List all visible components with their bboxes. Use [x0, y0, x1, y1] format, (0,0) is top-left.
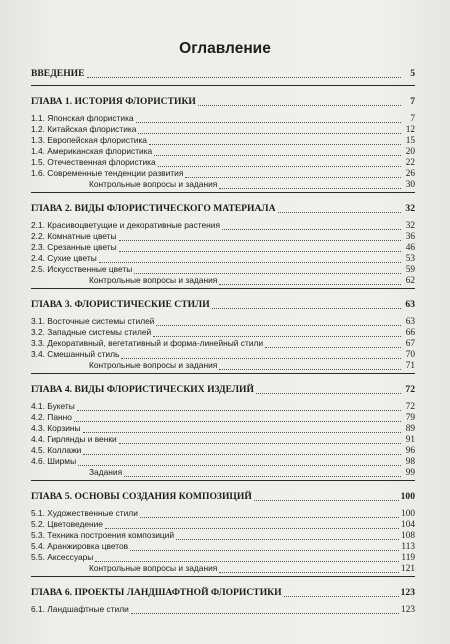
toc-section-page: 15 — [405, 136, 415, 146]
toc-chapter-row — [31, 96, 415, 107]
toc-chapter-title: ГЛАВА 3. ФЛОРИСТИЧЕСКИЕ СТИЛИ — [31, 299, 210, 310]
toc-section-page: 63 — [405, 317, 415, 327]
toc-chapter-row — [31, 299, 415, 310]
toc-chapter-title: ГЛАВА 2. ВИДЫ ФЛОРИСТИЧЕСКОГО МАТЕРИАЛА — [31, 203, 276, 214]
toc-section-page: 30 — [405, 180, 415, 190]
toc-section-row — [31, 349, 415, 360]
toc-section-title: 2.2. Комнатные цветы — [31, 231, 117, 241]
leader-dots — [74, 414, 401, 422]
toc-questions-row — [31, 275, 415, 286]
toc-section-row — [31, 264, 415, 275]
toc-section-title: 2.4. Сухие цветы — [31, 253, 97, 263]
leader-dots — [284, 589, 399, 597]
toc-section-title: 2.3. Срезанные цветы — [31, 242, 117, 252]
leader-dots — [219, 181, 401, 189]
toc-section-title: Контрольные вопросы и задания — [89, 179, 218, 189]
leader-dots — [265, 340, 401, 348]
leader-dots — [219, 565, 399, 573]
toc-section-title: Контрольные вопросы и задания — [89, 275, 218, 285]
toc-section-row — [31, 113, 415, 124]
toc-section-row — [31, 604, 415, 615]
toc-chapter-page: 123 — [400, 587, 415, 598]
toc-section-page: 36 — [405, 232, 415, 242]
toc-section-title: 2.1. Красивоцветущие и декоративные растения — [31, 220, 221, 230]
leader-dots — [198, 98, 401, 106]
toc-section-page: 121 — [401, 564, 415, 574]
toc-section-row — [31, 552, 415, 563]
toc-section-page: 89 — [405, 424, 415, 434]
toc-section-title: 2.5. Искусственные цветы — [31, 264, 133, 274]
toc-section-title: 3.4. Смешанный стиль — [31, 349, 120, 359]
leader-dots — [136, 115, 401, 123]
leader-dots — [78, 458, 401, 466]
toc-section-page: 67 — [405, 339, 415, 349]
section-rule — [31, 192, 415, 193]
toc-section-page: 26 — [405, 169, 415, 179]
section-rule — [31, 576, 415, 577]
leader-dots — [119, 233, 401, 241]
toc-section-title: 3.3. Декоративный, вегетативный и форма-линейный стили — [31, 338, 264, 348]
toc-chapter-page: 100 — [400, 491, 415, 502]
toc-chapter-page: 32 — [405, 203, 415, 214]
toc-section-title: 1.4. Американская флористика — [31, 146, 153, 156]
toc-questions-row — [31, 360, 415, 371]
toc-chapter-row — [31, 203, 415, 214]
leader-dots — [138, 126, 401, 134]
leader-dots — [105, 521, 399, 529]
toc-section-row — [31, 157, 415, 168]
toc-section-page: 7 — [410, 114, 415, 124]
toc-section-title: 1.5. Отечественная флористика — [31, 157, 156, 167]
leader-dots — [140, 510, 399, 518]
toc-section-row — [31, 541, 415, 552]
toc-section-title: 5.5. Аксессуары — [31, 552, 94, 562]
toc-section-title: 6.1. Ландшафтные стили — [31, 604, 129, 614]
toc-section-title: 5.3. Техника построения композиций — [31, 530, 175, 540]
toc-section-title: 1.6. Современные тенденции развития — [31, 168, 184, 178]
leader-dots — [256, 386, 401, 394]
leader-dots — [134, 266, 401, 274]
toc-section-title: 4.4. Гирлянды и венки — [31, 434, 117, 444]
toc-chapter-page: 72 — [405, 384, 415, 395]
toc-section-page: 79 — [405, 413, 415, 423]
toc-section-page: 123 — [401, 605, 415, 615]
toc-chapter-row — [31, 587, 415, 598]
leader-dots — [95, 554, 399, 562]
toc-questions-row — [31, 467, 415, 478]
leader-dots — [121, 351, 401, 359]
toc-section-page: 96 — [405, 446, 415, 456]
leader-dots — [156, 318, 401, 326]
toc-section-title: 4.5. Коллажи — [31, 445, 82, 455]
toc-section-page: 46 — [405, 243, 415, 253]
toc-section-title: 3.2. Западные системы стилей — [31, 327, 152, 337]
toc-section-title: Контрольные вопросы и задания — [89, 360, 218, 370]
leader-dots — [99, 255, 401, 263]
toc-chapter-title: ГЛАВА 1. ИСТОРИЯ ФЛОРИСТИКИ — [31, 96, 196, 107]
leader-dots — [119, 244, 401, 252]
leader-dots — [222, 222, 401, 230]
toc-section-page: 20 — [405, 147, 415, 157]
toc-section-row — [31, 146, 415, 157]
toc-section-title: 4.6. Ширмы — [31, 456, 77, 466]
toc-section-page: 70 — [405, 350, 415, 360]
leader-dots — [131, 606, 399, 614]
toc-questions-row — [31, 563, 415, 574]
toc-section-page: 32 — [405, 221, 415, 231]
toc-section-title: 3.1. Восточные системы стилей — [31, 316, 155, 326]
toc-section-page: 72 — [405, 402, 415, 412]
toc-section-row — [31, 316, 415, 327]
toc-section-page: 119 — [401, 553, 415, 563]
toc-intro-title: ВВЕДЕНИЕ — [31, 68, 85, 79]
toc-section-row — [31, 231, 415, 242]
toc-section-title: 4.2. Панно — [31, 412, 72, 422]
leader-dots — [154, 148, 401, 156]
toc-section-page: 99 — [405, 468, 415, 478]
toc-section-title: Контрольные вопросы и задания — [89, 563, 218, 573]
toc-section-page: 62 — [405, 276, 415, 286]
toc-section-row — [31, 423, 415, 434]
toc-section-row — [31, 220, 415, 231]
toc-section-title: 1.3. Европейская флористика — [31, 135, 147, 145]
toc-chapter-page: 7 — [410, 96, 415, 107]
toc-section-page: 100 — [401, 509, 415, 519]
toc-section-row — [31, 456, 415, 467]
toc-questions-row — [31, 179, 415, 190]
toc-section-page: 59 — [405, 265, 415, 275]
leader-dots — [149, 137, 401, 145]
leader-dots — [212, 301, 401, 309]
toc-section-page: 66 — [405, 328, 415, 338]
toc-section-title: 1.2. Китайская флористика — [31, 124, 137, 134]
toc-section-title: 4.1. Букеты — [31, 401, 75, 411]
toc-section-title: 5.1. Художественные стили — [31, 508, 138, 518]
toc-section-row — [31, 412, 415, 423]
leader-dots — [130, 543, 399, 551]
toc-section-title: Задания — [89, 467, 123, 477]
toc-section-page: 113 — [401, 542, 415, 552]
toc-section-title: 5.4. Аранжировка цветов — [31, 541, 129, 551]
leader-dots — [278, 205, 401, 213]
leader-dots — [176, 532, 399, 540]
toc-section-row — [31, 445, 415, 456]
section-rule — [31, 480, 415, 481]
toc-section-row — [31, 168, 415, 179]
page-title: Оглавление — [179, 40, 271, 57]
toc-chapter-title: ГЛАВА 6. ПРОЕКТЫ ЛАНДШАФТНОЙ ФЛОРИСТИКИ — [31, 587, 282, 598]
table-of-contents — [31, 68, 415, 615]
leader-dots — [83, 425, 401, 433]
toc-chapter-title: ГЛАВА 5. ОСНОВЫ СОЗДАНИЯ КОМПОЗИЦИЙ — [31, 491, 252, 502]
toc-section-title: 1.1. Японская флористика — [31, 113, 134, 123]
toc-chapter-row — [31, 491, 415, 502]
toc-intro-row — [31, 68, 415, 79]
toc-section-row — [31, 530, 415, 541]
toc-section-row — [31, 401, 415, 412]
toc-section-row — [31, 338, 415, 349]
toc-section-row — [31, 242, 415, 253]
leader-dots — [185, 170, 401, 178]
section-rule — [31, 85, 415, 86]
toc-section-row — [31, 508, 415, 519]
leader-dots — [83, 447, 401, 455]
leader-dots — [153, 329, 401, 337]
toc-section-row — [31, 519, 415, 530]
toc-section-page: 108 — [401, 531, 415, 541]
toc-section-page: 91 — [405, 435, 415, 445]
toc-section-row — [31, 124, 415, 135]
toc-section-page: 104 — [401, 520, 415, 530]
toc-section-title: 4.3. Корзины — [31, 423, 81, 433]
section-rule — [31, 288, 415, 289]
leader-dots — [87, 70, 401, 78]
leader-dots — [124, 469, 401, 477]
toc-chapter-row — [31, 384, 415, 395]
toc-section-page: 12 — [405, 125, 415, 135]
leader-dots — [158, 159, 401, 167]
leader-dots — [119, 436, 401, 444]
toc-section-title: 5.2. Цветоведение — [31, 519, 103, 529]
toc-chapter-title: ГЛАВА 4. ВИДЫ ФЛОРИСТИЧЕСКИХ ИЗДЕЛИЙ — [31, 384, 254, 395]
section-rule — [31, 373, 415, 374]
leader-dots — [219, 362, 401, 370]
toc-section-page: 22 — [405, 158, 415, 168]
toc-section-row — [31, 253, 415, 264]
toc-section-page: 71 — [405, 361, 415, 371]
toc-section-row — [31, 135, 415, 146]
toc-section-row — [31, 327, 415, 338]
leader-dots — [77, 403, 401, 411]
leader-dots — [254, 493, 399, 501]
toc-section-page: 98 — [405, 457, 415, 467]
toc-chapter-page: 63 — [405, 299, 415, 310]
toc-intro-page: 5 — [410, 68, 415, 79]
toc-section-row — [31, 434, 415, 445]
leader-dots — [219, 277, 401, 285]
toc-section-page: 53 — [405, 254, 415, 264]
